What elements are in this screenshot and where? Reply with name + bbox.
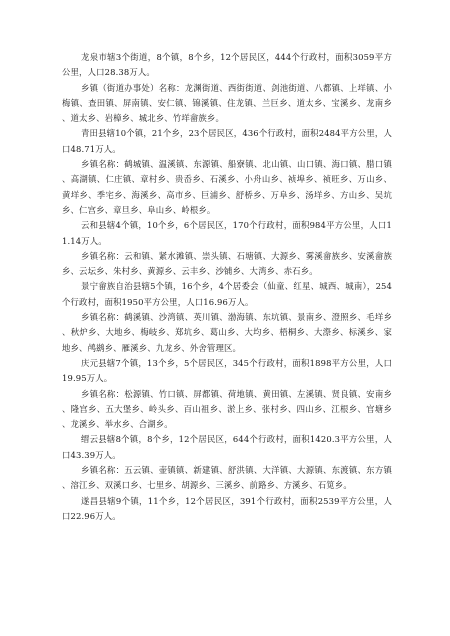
paragraph-suichang-summary: 遂昌县辖9个镇，11个乡，12个居民区，391个行政村，面积2539平方公里，人口22.96万人。 xyxy=(62,495,392,521)
paragraph-jinyun-townships: 乡镇名称：五云镇、壶镇镇、新建镇、舒洪镇、大洋镇、大源镇、东渡镇、东方镇、溶江乡、双溪口乡、七里乡、胡源乡、三溪乡、前路乡、方溪乡、石笕乡。 xyxy=(62,465,392,491)
paragraph-qingyuan-summary: 庆元县辖7个镇，13个乡，5个居民区，345个行政村，面积1898平方公里，人口19.95万人。 xyxy=(62,357,392,384)
document-body xyxy=(62,50,392,524)
paragraph-qingtian-summary: 青田县辖10个镇，21个乡，23个居民区，436个行政村，面积2484平方公里，人口48.71万人。 xyxy=(62,128,392,154)
paragraph-jingning-summary: 景宁畲族自治县辖5个镇，16个乡，4个居委会（仙童、红星、城西、城南），254个行政村，面积1950平方公里，人口16.96万人。 xyxy=(62,281,392,307)
paragraph-jinyun-summary: 缙云县辖8个镇，8个乡，12个居民区，644个行政村，面积1420.3平方公里，人口43.39万人。 xyxy=(62,434,392,460)
paragraph-longquan-summary: 龙泉市辖3个街道，8个镇，8个乡，12个居民区，444个行政村，面积3059平方公里，人口28.38万人。 xyxy=(62,52,392,78)
paragraph-jingning-townships: 乡镇名称：鹤溪镇、沙湾镇、英川镇、渤海镇、东坑镇、景南乡、澄照乡、毛垟乡、秋炉乡、大地乡、梅岐乡、郑坑乡、葛山乡、大均乡、梧桐乡、大漈乡、标溪乡、家地乡、鸬鹚乡、雁溪乡、九龙乡、外舍管理区。 xyxy=(62,312,392,353)
paragraph-longquan-townships: 乡镇（街道办事处）名称：龙渊街道、西街街道、剑池街道、八都镇、上垟镇、小梅镇、查田镇、屏南镇、安仁镇、锦溪镇、住龙镇、兰巨乡、道太乡、宝溪乡、龙南乡、道太乡、岩樟乡、城北乡、竹垟畲族乡。 xyxy=(62,82,392,124)
paragraph-qingyuan-townships: 乡镇名称：松源镇、竹口镇、屏都镇、荷地镇、黄田镇、左溪镇、贤良镇、安南乡、隆宫乡、五大堡乡、岭头乡、百山祖乡、淤上乡、张村乡、四山乡、江根乡、官塘乡、龙溪乡、举水乡、合湖乡。 xyxy=(62,388,392,430)
paragraph-yunhe-townships: 乡镇名称：云和镇、紧水滩镇、崇头镇、石塘镇、大源乡、雾溪畲族乡、安溪畲族乡、云坛乡、朱村乡、黄源乡、云丰乡、沙铺乡、大湾乡、赤石乡。 xyxy=(62,250,392,277)
paragraph-qingtian-townships: 乡镇名称：鹤城镇、温溪镇、东源镇、船寮镇、北山镇、山口镇、海口镇、腊口镇、高湖镇、仁庄镇、章村乡、贵岙乡、石溪乡、小舟山乡、祯埠乡、祯旺乡、万山乡、黄垟乡、季宅乡、海溪乡、高市乡、巨浦乡、舒桥乡、万阜乡、汤垟乡、方山乡、吴坑乡、仁宫乡、章旦乡、阜山乡、岭根乡。 xyxy=(62,159,392,215)
paragraph-yunhe-summary: 云和县辖4个镇，10个乡，6个居民区，170个行政村，面积984平方公里，人口11.14万人。 xyxy=(62,220,392,246)
